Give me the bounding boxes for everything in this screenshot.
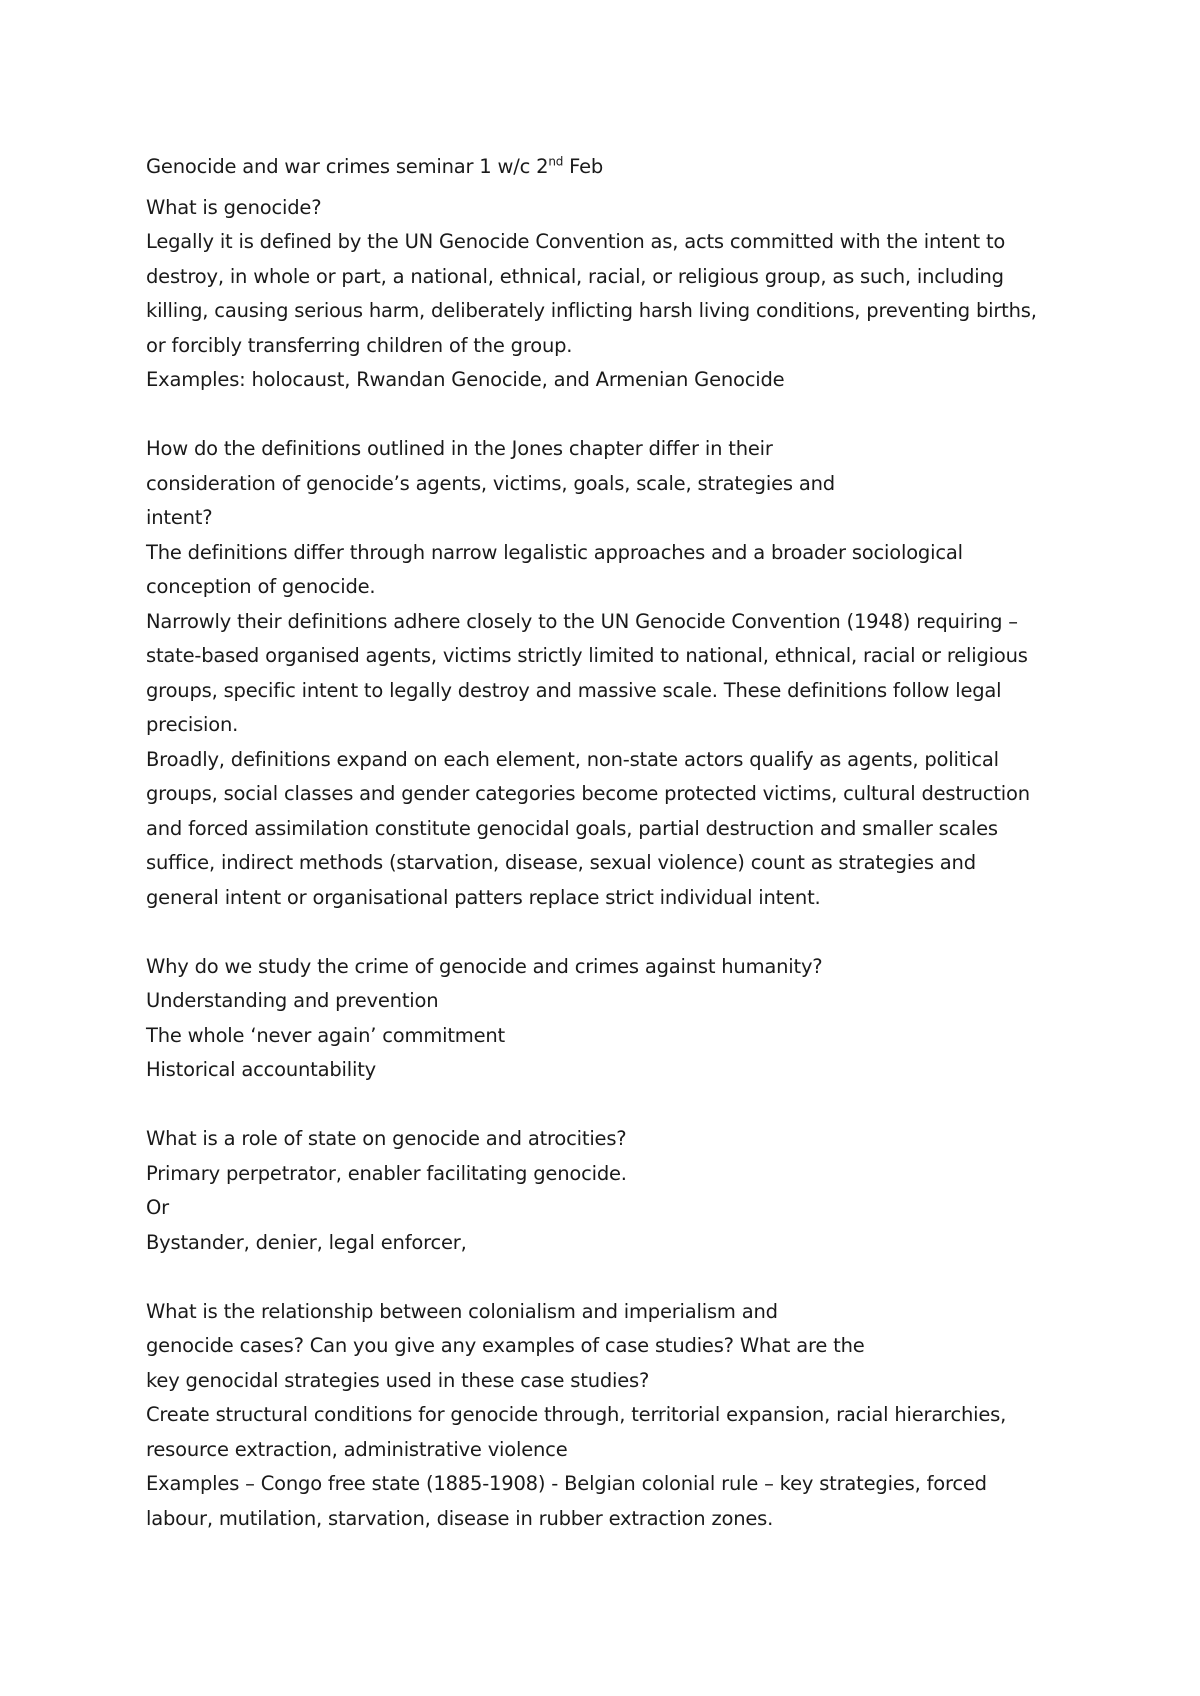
text-line: Examples – Congo free state (1885-1908) - Belgian colonial rule – key strategies, forced xyxy=(146,1472,987,1495)
paragraph-gap xyxy=(146,398,1086,433)
text-line: groups, specific intent to legally destroy and massive scale. These definitions follow legal xyxy=(146,678,1002,702)
text-line: Create structural conditions for genocide through, territorial expansion, racial hierarchies, xyxy=(146,1403,1007,1426)
document-section xyxy=(146,1295,1086,1537)
text-line: Primary perpetrator, enabler facilitating genocide. xyxy=(146,1161,627,1185)
text-line: Or xyxy=(146,1196,169,1219)
text-line: Legally it is defined by the UN Genocide Convention as, acts committed with the intent to xyxy=(146,230,1006,253)
text-line: destroy, in whole or part, a national, ethnical, racial, or religious group, as such, including xyxy=(146,264,1004,288)
document-section xyxy=(146,191,1086,398)
text-line: How do the definitions outlined in the Jones chapter differ in their xyxy=(146,437,773,460)
paragraph-gap xyxy=(146,915,1086,950)
text-line: groups, social classes and gender categories become protected victims, cultural destruction xyxy=(146,782,1030,805)
text-line: suffice, indirect methods (starvation, disease, sexual violence) count as strategies and xyxy=(146,851,976,874)
document-section xyxy=(146,1122,1086,1260)
document-body xyxy=(146,191,1086,1537)
text-line: key genocidal strategies used in these case studies? xyxy=(146,1368,650,1392)
document-section xyxy=(146,950,1086,1088)
document-section xyxy=(146,432,1086,915)
document-page xyxy=(146,150,1086,1536)
text-line: What is the relationship between colonialism and imperialism and xyxy=(146,1299,778,1323)
text-line: Broadly, definitions expand on each element, non-state actors qualify as agents, political xyxy=(146,747,999,771)
document-title xyxy=(146,150,1086,185)
text-line: consideration of genocide’s agents, victims, goals, scale, strategies and xyxy=(146,471,835,495)
text-line: Examples: holocaust, Rwandan Genocide, and Armenian Genocide xyxy=(146,368,785,391)
text-line: Narrowly their definitions adhere closely to the UN Genocide Convention (1948) requiring – xyxy=(146,609,1018,633)
text-line: Why do we study the crime of genocide and crimes against humanity? xyxy=(146,954,823,978)
text-line: Bystander, denier, legal enforcer, xyxy=(146,1230,467,1254)
text-line: Historical accountability xyxy=(146,1058,376,1081)
text-line: intent? xyxy=(146,506,213,529)
text-line: genocide cases? Can you give any examples of case studies? What are the xyxy=(146,1334,865,1357)
text-line: The whole ‘never again’ commitment xyxy=(146,1023,505,1047)
text-line: precision. xyxy=(146,713,239,736)
text-line: What is genocide? xyxy=(146,195,322,219)
text-line: conception of genocide. xyxy=(146,575,376,598)
text-line: What is a role of state on genocide and atrocities? xyxy=(146,1127,627,1150)
text-line: and forced assimilation constitute genocidal goals, partial destruction and smaller scales xyxy=(146,816,998,840)
title-suffix: Feb xyxy=(563,155,604,178)
paragraph-gap xyxy=(146,1088,1086,1123)
title-superscript: nd xyxy=(548,154,564,169)
text-line: The definitions differ through narrow legalistic approaches and a broader sociological xyxy=(146,540,963,564)
text-line: state-based organised agents, victims strictly limited to national, ethnical, racial or religious xyxy=(146,644,1028,667)
text-line: killing, causing serious harm, deliberately inflicting harsh living conditions, preventing births, xyxy=(146,299,1037,322)
text-line: resource extraction, administrative violence xyxy=(146,1437,568,1461)
text-line: general intent or organisational patters replace strict individual intent. xyxy=(146,885,821,909)
paragraph-gap xyxy=(146,1260,1086,1295)
text-line: or forcibly transferring children of the group. xyxy=(146,333,573,357)
title-prefix: Genocide and war crimes seminar 1 w/c 2 xyxy=(146,155,549,178)
text-line: labour, mutilation, starvation, disease in rubber extraction zones. xyxy=(146,1506,774,1530)
text-line: Understanding and prevention xyxy=(146,989,439,1012)
